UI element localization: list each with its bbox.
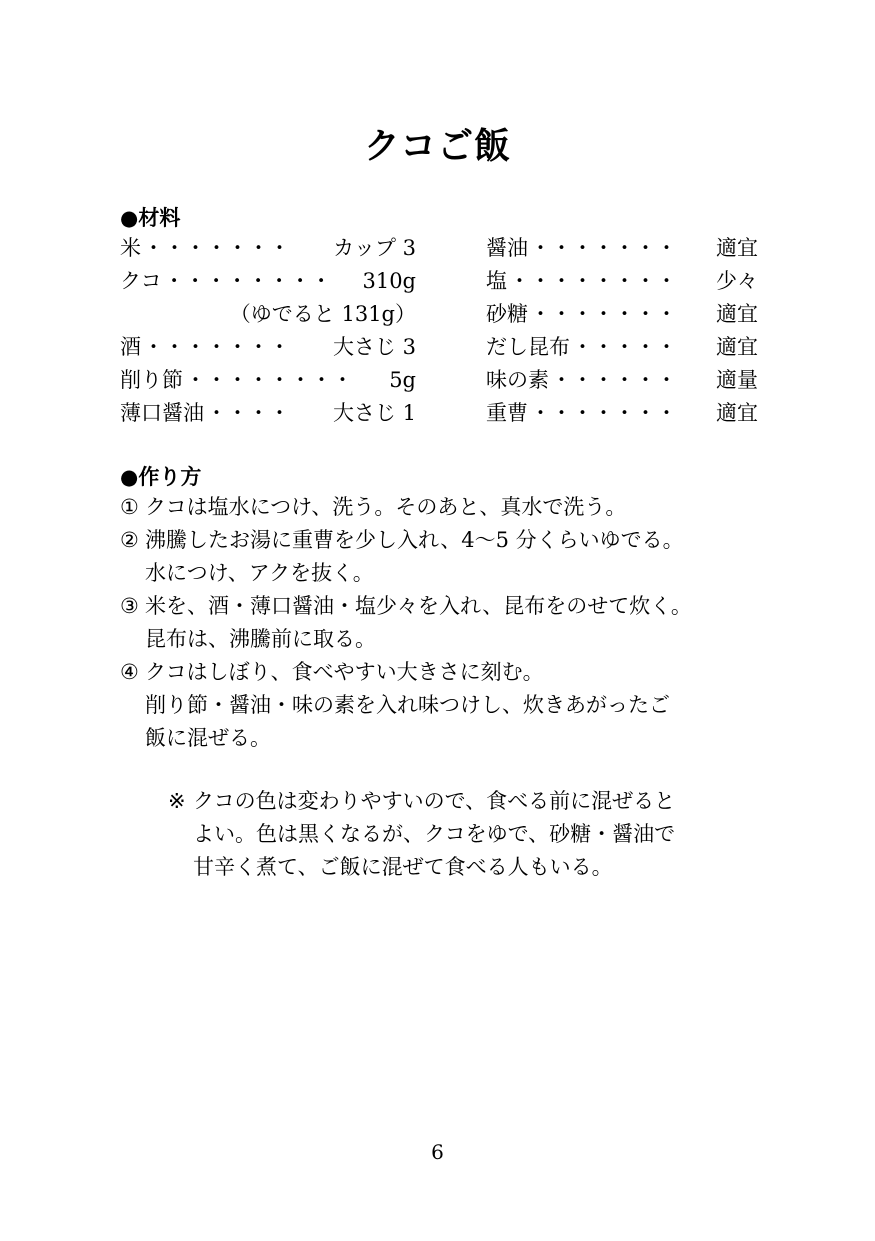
ingredient-name: 薄口醤油	[120, 401, 204, 425]
ingredient-leader: ・・・・・・・・	[163, 269, 332, 293]
ingredient-name: だし昆布	[486, 335, 570, 359]
method-steps	[120, 491, 760, 755]
step-line: 水につけ、アクを抜く。	[145, 561, 374, 585]
ingredient-name: 削り節	[120, 368, 183, 392]
step-line: 米を、酒・薄口醤油・塩少々を入れ、昆布をのせて炊く。	[145, 594, 692, 618]
ingredient-row	[120, 364, 416, 397]
step-line: 沸騰したお湯に重曹を少し入れ、4〜5 分くらいゆでる。	[145, 528, 684, 552]
ingredient-amount: 適宜	[716, 401, 758, 425]
ingredient-row	[120, 331, 416, 364]
step-text	[145, 491, 760, 524]
ingredient-name: 米	[120, 236, 141, 260]
ingredient-amount: 大さじ 3	[332, 335, 416, 359]
step-text	[145, 524, 760, 590]
method-step	[120, 524, 760, 590]
step-line: 削り節・醤油・味の素を入れ味つけし、炊きあがったご	[145, 693, 670, 717]
note-line: クコの色は変わりやすいので、食べる前に混ぜると	[193, 789, 676, 813]
ingredient-amount: 適量	[716, 368, 758, 392]
ingredient-amount: 適宜	[716, 236, 758, 260]
ingredient-leader: ・・・・・・・	[143, 236, 290, 260]
step-number: ①	[120, 495, 139, 519]
ingredient-row	[486, 364, 758, 397]
step-line: 昆布は、沸騰前に取る。	[145, 627, 376, 651]
ingredient-row	[120, 232, 416, 265]
page-title: クコご飯	[363, 126, 512, 167]
ingredient-leader: ・・・・	[206, 401, 290, 425]
method-step	[120, 491, 760, 524]
ingredient-amount: カップ 3	[333, 236, 416, 260]
note-row	[168, 785, 758, 884]
step-number: ③	[120, 594, 139, 618]
method-step	[120, 656, 760, 755]
ingredient-amount: 適宜	[716, 335, 758, 359]
note-line: 甘辛く煮て、ご飯に混ぜて食べる人もいる。	[193, 855, 613, 879]
ingredient-amount: 310g	[362, 269, 416, 293]
ingredient-name: 醤油	[486, 236, 528, 260]
step-text	[145, 590, 760, 656]
step-line: クコは塩水につけ、洗う。そのあと、真水で洗う。	[145, 495, 627, 519]
ingredient-leader: ・・・・・・・	[530, 401, 677, 425]
ingredient-leader: ・・・・・・・・	[185, 368, 353, 392]
step-line: 飯に混ぜる。	[145, 726, 271, 750]
ingredients-left-column	[120, 232, 416, 430]
ingredient-name: クコ	[120, 269, 162, 293]
ingredient-amount: 大さじ 1	[332, 401, 416, 425]
ingredient-leader: ・・・・・・・	[530, 302, 677, 326]
step-number: ④	[120, 660, 139, 684]
note-mark: ※	[168, 789, 186, 813]
note-text	[193, 785, 758, 884]
ingredient-name: 塩	[486, 269, 507, 293]
step-line: クコはしぼり、食べやすい大きさに刻む。	[145, 660, 544, 684]
method-heading: ●作り方	[120, 465, 202, 489]
step-number: ②	[120, 528, 139, 552]
ingredient-leader: ・・・・・・	[551, 368, 677, 392]
note-line: よい。色は黒くなるが、クコをゆで、砂糖・醤油で	[193, 822, 676, 846]
ingredient-name: 味の素	[486, 368, 549, 392]
ingredient-name: 酒	[120, 335, 141, 359]
ingredient-row	[486, 331, 758, 364]
recipe-note	[168, 785, 758, 884]
ingredient-name: 重曹	[486, 401, 528, 425]
ingredient-row	[486, 265, 758, 298]
ingredient-row	[486, 232, 758, 265]
ingredients-heading: ●材料	[120, 206, 181, 230]
ingredient-row	[120, 265, 416, 298]
method-step	[120, 590, 760, 656]
ingredient-amount: 少々	[716, 269, 758, 293]
ingredient-leader: ・・・・・	[572, 335, 677, 359]
ingredient-row	[486, 397, 758, 430]
ingredient-amount: 5g	[389, 368, 416, 392]
ingredient-amount: 適宜	[716, 302, 758, 326]
ingredients-right-column	[486, 232, 758, 430]
step-text	[145, 656, 760, 755]
page-number: 6	[431, 1140, 444, 1164]
ingredient-note: （ゆでると 131g）	[229, 302, 416, 326]
ingredient-leader: ・・・・・・・	[143, 335, 290, 359]
ingredient-name: 砂糖	[486, 302, 528, 326]
ingredient-leader: ・・・・・・・・	[509, 269, 677, 293]
ingredient-row	[120, 397, 416, 430]
ingredient-leader: ・・・・・・・	[530, 236, 677, 260]
ingredient-row	[486, 298, 758, 331]
